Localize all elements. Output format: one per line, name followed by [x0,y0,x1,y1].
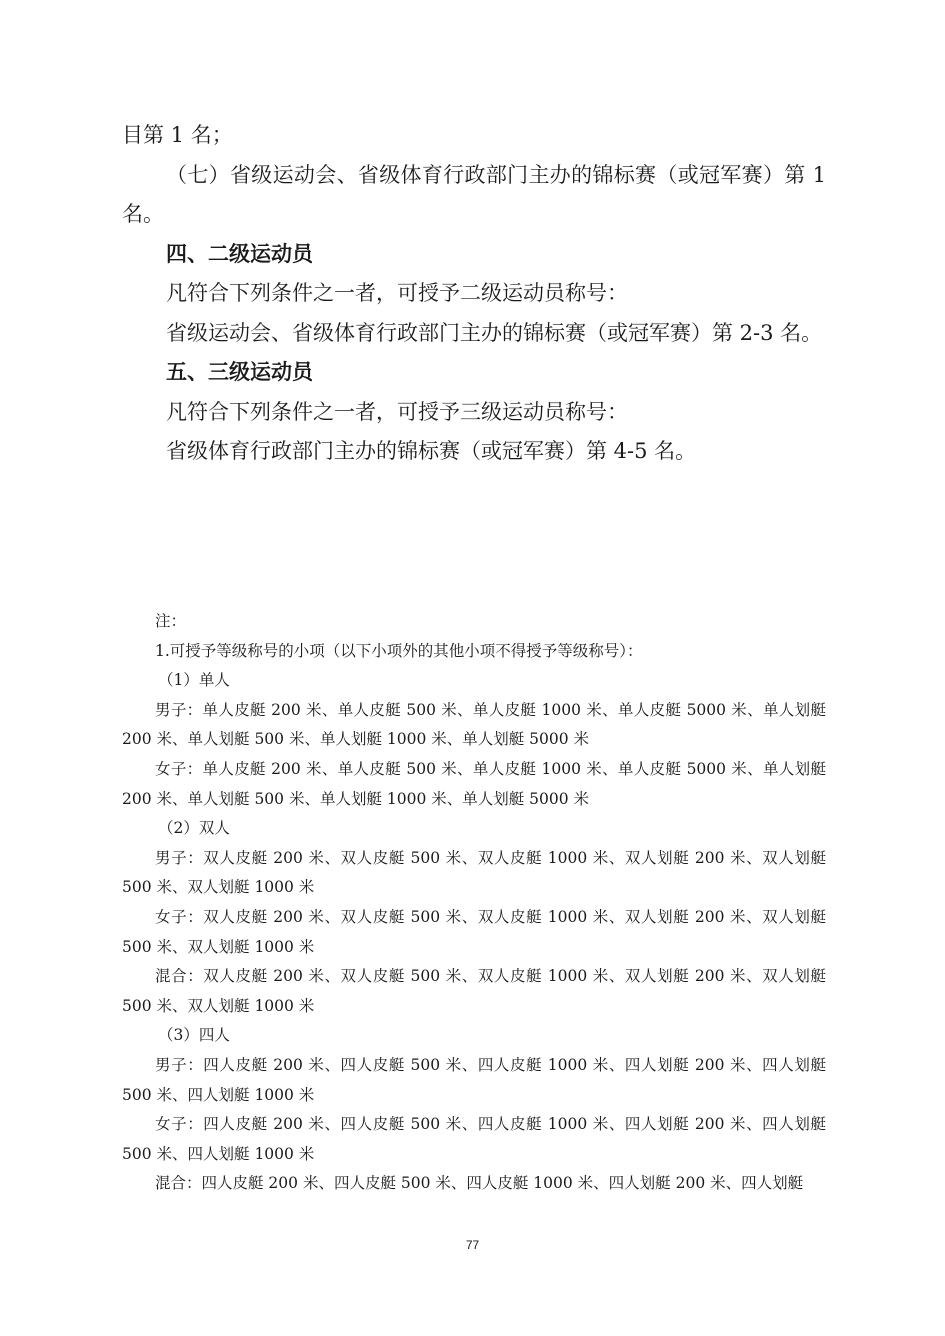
notes-single-label: （1）单人 [158,671,230,690]
notes-double-label: （2）双人 [158,819,230,838]
notes-quad-mixed: 混合：四人皮艇 200 米、四人皮艇 500 米、四人皮艇 1000 米、四人划艇 200 米、四人划艇 [155,1174,804,1193]
section-heading-level-three: 五、三级运动员 [166,360,313,384]
paragraph-continuation: 目第 1 名； [122,123,233,147]
notes-double-women: 女子：双人皮艇 200 米、双人皮艇 500 米、双人皮艇 1000 米、双人划艇 200 米、双人划艇 500 米、双人划艇 1000 米 [122,907,826,956]
notes-double-men: 男子：双人皮艇 200 米、双人皮艇 500 米、双人皮艇 1000 米、双人划艇 200 米、双人划艇 500 米、双人划艇 1000 米 [122,848,826,897]
paragraph-level-two-criteria: 省级运动会、省级体育行政部门主办的锦标赛（或冠军赛）第 2-3 名。 [166,320,823,345]
notes-single-women: 女子：单人皮艇 200 米、单人皮艇 500 米、单人皮艇 1000 米、单人皮艇 5000 米、单人划艇 200 米、单人划艇 500 米、单人划艇 1000 米、单人划艇 5000 米 [122,759,826,808]
notes-quad-label: （3）四人 [158,1026,230,1045]
notes-double-mixed: 混合：双人皮艇 200 米、双人皮艇 500 米、双人皮艇 1000 米、双人划艇 200 米、双人划艇 500 米、双人划艇 1000 米 [122,967,826,1015]
paragraph-level-three-intro: 凡符合下列条件之一者，可授予三级运动员称号： [166,399,628,424]
notes-quad-women: 女子：四人皮艇 200 米、四人皮艇 500 米、四人皮艇 1000 米、四人划艇 200 米、四人划艇 500 米、四人划艇 1000 米 [122,1115,826,1163]
notes-title: 注： [155,612,187,630]
notes-single-men: 男子：单人皮艇 200 米、单人皮艇 500 米、单人皮艇 1000 米、单人皮艇 5000 米、单人划艇 200 米、单人划艇 500 米、单人划艇 1000 米、单人划艇 5000 米 [122,700,826,749]
notes-item-1: 1.可授予等级称号的小项（以下小项外的其他小项不得授予等级称号）： [155,641,643,660]
main-text [122,116,826,472]
notes-section [122,607,826,1199]
paragraph-item-seven: （七）省级运动会、省级体育行政部门主办的锦标赛（或冠军赛）第 1 名。 [122,162,826,226]
notes-quad-men: 男子：四人皮艇 200 米、四人皮艇 500 米、四人皮艇 1000 米、四人划艇 200 米、四人划艇 500 米、四人划艇 1000 米 [122,1055,826,1104]
page-number: 77 [465,1238,480,1252]
paragraph-level-two-intro: 凡符合下列条件之一者，可授予二级运动员称号： [166,281,628,305]
section-heading-level-two: 四、二级运动员 [166,241,313,266]
paragraph-level-three-criteria: 省级体育行政部门主办的锦标赛（或冠军赛）第 4-5 名。 [166,439,697,463]
